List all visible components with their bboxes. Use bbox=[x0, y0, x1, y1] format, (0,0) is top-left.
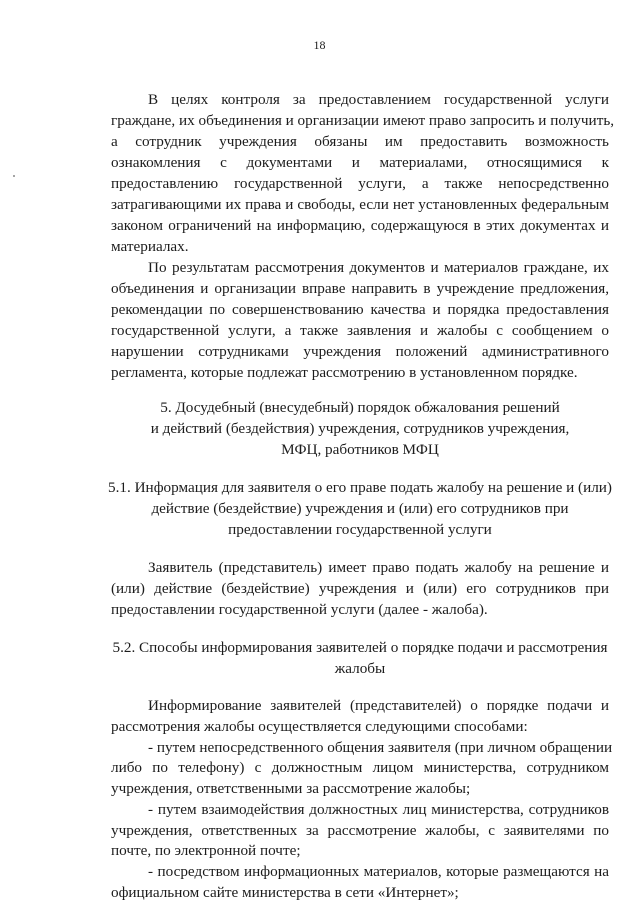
paragraph-2-line: регламента, которые подлежат рассмотрению в установленном порядке. bbox=[111, 364, 578, 381]
paragraph-1-line: а сотрудник учреждения обязаны им предоставить возможность bbox=[111, 133, 609, 150]
list-item: учреждения, ответственными за рассмотрение жалобы; bbox=[111, 780, 471, 797]
section-5-1-heading: 5.1. Информация для заявителя о его праве подать жалобу на решение и (или) bbox=[108, 479, 612, 496]
paragraph-4-line: рассмотрения жалобы осуществляется следующими способами: bbox=[111, 718, 528, 735]
scan-speck bbox=[13, 175, 15, 177]
section-5-heading: 5. Досудебный (внесудебный) порядок обжалования решений bbox=[160, 399, 560, 416]
section-5-heading: и действий (бездействия) учреждения, сотрудников учреждения, bbox=[150, 420, 570, 437]
paragraph-2-line: объединения и организации вправе направить в учреждение предложения, bbox=[111, 280, 609, 297]
paragraph-1-line: граждане, их объединения и организации имеют право запросить и получить, bbox=[111, 112, 615, 129]
list-item: - путем непосредственного общения заявителя (при личном обращении bbox=[148, 739, 613, 756]
paragraph-2-line: По результатам рассмотрения документов и материалов граждане, их bbox=[148, 259, 609, 276]
paragraph-1-line: материалах. bbox=[111, 238, 189, 255]
section-5-1-heading: предоставлении государственной услуги bbox=[228, 521, 492, 538]
paragraph-3-line: предоставлении государственной услуги (далее - жалоба). bbox=[111, 601, 488, 618]
paragraph-1-line: затрагивающими их права и свободы, если нет установленных федеральным bbox=[111, 196, 609, 213]
section-5-2-heading: 5.2. Способы информирования заявителей о порядке подачи и рассмотрения bbox=[112, 639, 608, 656]
section-5-1-heading: действие (бездействие) учреждения и (или) его сотрудников при bbox=[151, 500, 569, 517]
list-item: - посредством информационных материалов, которые размещаются на bbox=[148, 863, 609, 880]
list-item: либо по телефону) с должностным лицом министерства, сотрудником bbox=[111, 759, 609, 776]
list-item: почте, по электронной почте; bbox=[111, 842, 301, 859]
list-item: официальном сайте министерства в сети «Интернет»; bbox=[111, 884, 459, 901]
page-number: 18 bbox=[313, 38, 326, 52]
paragraph-1-line: В целях контроля за предоставлением государственной услуги bbox=[148, 91, 609, 108]
paragraph-1-line: законом ограничений на информацию, содержащуюся в этих документах и bbox=[111, 217, 609, 234]
paragraph-2-line: государственной услуги, а также заявления и жалобы с сообщением о bbox=[111, 322, 609, 339]
section-5-heading: МФЦ, работников МФЦ bbox=[281, 441, 439, 458]
paragraph-2-line: рекомендации по совершенствованию качества и порядка предоставления bbox=[111, 301, 609, 318]
paragraph-4-line: Информирование заявителей (представителей) о порядке подачи и bbox=[148, 697, 609, 714]
section-5-2-heading: жалобы bbox=[334, 660, 386, 677]
paragraph-1-line: предоставлению государственной услуги, а также непосредственно bbox=[111, 175, 609, 192]
paragraph-1-line: ознакомления с документами и материалами, относящимися к bbox=[111, 154, 609, 171]
paragraph-3-line: (или) действие (бездействие) учреждения и (или) его сотрудников при bbox=[111, 580, 609, 597]
paragraph-3-line: Заявитель (представитель) имеет право подать жалобу на решение и bbox=[148, 559, 609, 576]
paragraph-2-line: нарушении сотрудниками учреждения положений административного bbox=[111, 343, 609, 360]
list-item: учреждения, ответственных за рассмотрение жалобы, с заявителями по bbox=[111, 822, 609, 839]
list-item: - путем взаимодействия должностных лиц министерства, сотрудников bbox=[148, 801, 609, 818]
